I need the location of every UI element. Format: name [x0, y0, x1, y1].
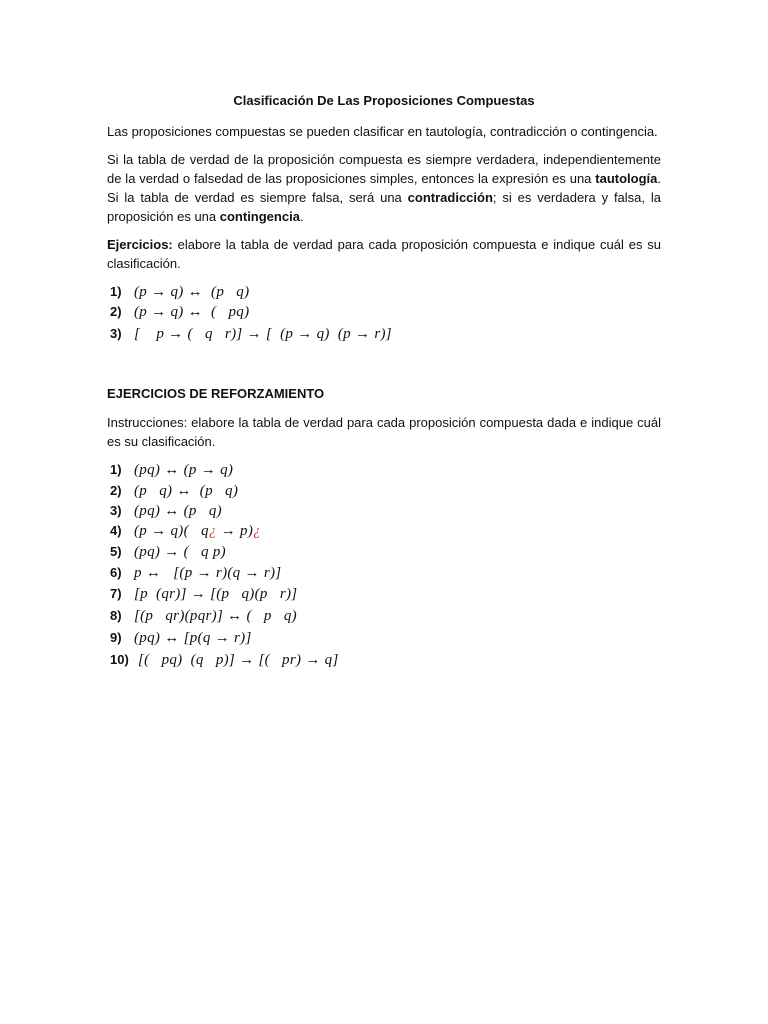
definition-text-2: . Si la tabla de verdad es siempre falsa, será una — [107, 171, 661, 205]
logic-expression: [ p → ( q r)] → [ (p → q) (p → r)] — [134, 326, 392, 342]
item-number: 3) — [110, 326, 122, 341]
list-item — [110, 563, 281, 583]
list-item — [110, 628, 252, 648]
list-item — [110, 606, 297, 626]
item-number: 7) — [110, 586, 122, 601]
item-number: 6) — [110, 565, 122, 580]
definition-paragraph — [107, 150, 661, 226]
logic-expression: [(p qr)(pqr)] ↔ ( p q) — [134, 608, 297, 624]
definition-text-3: ; si es verdadera y falsa, la proposición es una — [107, 190, 661, 224]
list-item — [110, 481, 238, 501]
logic-expression: (p → q)( q — [134, 523, 209, 539]
exercises-label: Ejercicios: — [107, 237, 173, 252]
logic-expression: [p (qr)] → [(p q)(p r)] — [134, 586, 298, 602]
item-number: 3) — [110, 503, 122, 518]
logic-expression: (pq) ↔ [p(q → r)] — [134, 630, 252, 646]
logic-expression: (pq) ↔ (p q) — [134, 503, 222, 519]
logic-expression: (pq) ↔ (p → q) — [134, 462, 234, 478]
definition-text-4: . — [299, 209, 304, 224]
item-number: 9) — [110, 630, 122, 645]
instructions-paragraph: Instrucciones: elabore la tabla de verdad para cada proposición compuesta dada e indique cuál es su clasificación. — [107, 415, 661, 449]
item-number: 1) — [110, 284, 122, 299]
list-item — [110, 302, 249, 322]
list-item — [110, 324, 392, 344]
list-item — [110, 501, 222, 521]
item-number: 2) — [110, 304, 122, 319]
term-tautologia: tautología — [595, 171, 658, 186]
inverted-question-mark: ¿ — [253, 523, 261, 539]
intro-paragraph: Las proposiciones compuestas se pueden clasificar en tautología, contradicción o contingencia. — [107, 124, 658, 139]
definition-text-1: Si la tabla de verdad de la proposición compuesta es siempre verdadera, independientemente de la verdad o falsedad de las proposiciones simples, entonces la expresión es una — [107, 152, 661, 186]
logic-expression: (pq) → ( q p) — [134, 544, 226, 560]
list-item — [110, 282, 249, 302]
item-number: 1) — [110, 462, 122, 477]
item-number: 2) — [110, 483, 122, 498]
item-number: 8) — [110, 608, 122, 623]
logic-expression: (p → q) ↔ ( pq) — [134, 304, 250, 320]
logic-expression: [( pq) (q p)] → [( pr) → q] — [138, 652, 339, 668]
item-number: 4) — [110, 523, 122, 538]
logic-expression: (p q) ↔ (p q) — [134, 483, 239, 499]
term-contradiccion: contradicción — [407, 190, 493, 205]
list-item — [110, 650, 339, 670]
reinforcement-heading: EJERCICIOS DE REFORZAMIENTO — [107, 386, 325, 401]
term-contingencia: contingencia — [219, 209, 300, 224]
item-number: 5) — [110, 544, 122, 559]
inverted-question-mark: ¿ — [208, 523, 217, 539]
exercises-intro-text: elabore la tabla de verdad para cada proposición compuesta e indique cuál es su clasificación. — [107, 237, 661, 271]
item-number: 10) — [110, 652, 129, 667]
logic-expression: (p → q) ↔ (p q) — [134, 284, 250, 300]
list-item — [110, 584, 297, 604]
exercises-intro — [107, 235, 661, 273]
logic-expression-cont: → p) — [216, 523, 254, 539]
page-title: Clasificación De Las Proposiciones Compuestas — [233, 93, 535, 108]
list-item — [110, 521, 261, 541]
logic-expression: p ↔ [(p → r)(q → r)] — [134, 565, 282, 581]
list-item — [110, 542, 226, 562]
list-item — [110, 460, 233, 480]
